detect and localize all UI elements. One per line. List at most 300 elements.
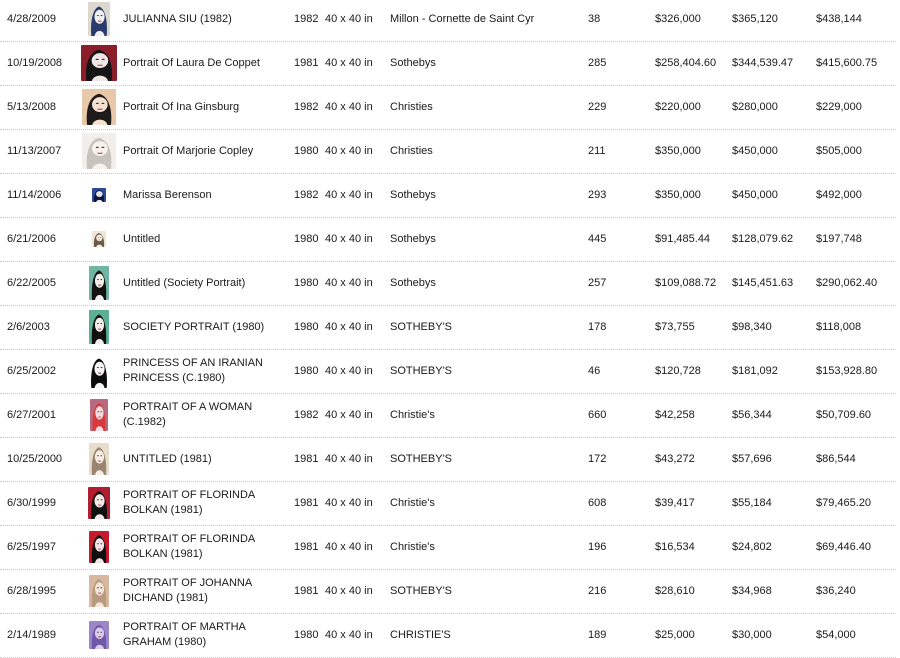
sale-date	[7, 217, 79, 261]
lot-number	[588, 305, 648, 349]
portrait-thumbnail-icon[interactable]	[90, 399, 108, 431]
sale-price	[816, 217, 896, 261]
portrait-thumbnail-icon[interactable]	[92, 231, 106, 247]
artwork-size	[325, 305, 387, 349]
low-estimate	[655, 85, 729, 129]
portrait-thumbnail-icon[interactable]	[88, 487, 110, 519]
high-estimate	[732, 85, 812, 129]
low-estimate-text: $39,417	[655, 496, 695, 511]
artwork-size	[325, 349, 387, 393]
sale-date-text: 6/25/2002	[7, 364, 56, 379]
artwork-title-text: PORTRAIT OF FLORINDA BOLKAN (1981)	[123, 488, 289, 518]
auction-house-text: Christies	[390, 144, 433, 159]
artwork-year-text: 1980	[294, 320, 318, 335]
artwork-year	[294, 217, 324, 261]
auction-house-text: Christie's	[390, 408, 435, 423]
low-estimate	[655, 613, 729, 657]
artwork-title	[123, 0, 289, 41]
sale-date-text: 2/6/2003	[7, 320, 50, 335]
sale-date-text: 4/28/2009	[7, 12, 56, 27]
table-row[interactable]	[0, 85, 896, 130]
sale-price-text: $69,446.40	[816, 540, 871, 555]
lot-number-text: 660	[588, 408, 606, 423]
high-estimate	[732, 525, 812, 569]
sale-date-text: 6/30/1999	[7, 496, 56, 511]
auction-house-text: CHRISTIE'S	[390, 628, 451, 643]
artwork-title	[123, 613, 289, 657]
lot-number-text: 229	[588, 100, 606, 115]
artwork-thumbnail-cell[interactable]	[80, 393, 118, 437]
artwork-size	[325, 569, 387, 613]
sale-date-text: 11/14/2006	[7, 188, 61, 203]
high-estimate	[732, 173, 812, 217]
lot-number	[588, 261, 648, 305]
portrait-thumbnail-icon[interactable]	[89, 266, 109, 300]
sale-price-text: $54,000	[816, 628, 856, 643]
artwork-title	[123, 569, 289, 613]
artwork-year-text: 1980	[294, 276, 318, 291]
sale-date	[7, 173, 79, 217]
lot-number	[588, 481, 648, 525]
artwork-size	[325, 173, 387, 217]
lot-number-text: 172	[588, 452, 606, 467]
portrait-thumbnail-icon[interactable]	[89, 310, 109, 344]
sale-price-text: $197,748	[816, 232, 862, 247]
sale-date	[7, 569, 79, 613]
table-row[interactable]	[0, 437, 896, 482]
high-estimate-text: $450,000	[732, 188, 778, 203]
low-estimate	[655, 173, 729, 217]
artwork-title-text: Portrait Of Laura De Coppet	[123, 56, 260, 71]
low-estimate	[655, 129, 729, 173]
portrait-thumbnail-icon[interactable]	[92, 188, 106, 202]
sale-price-text: $36,240	[816, 584, 856, 599]
high-estimate	[732, 305, 812, 349]
portrait-thumbnail-icon[interactable]	[89, 575, 109, 607]
artwork-thumbnail-cell[interactable]	[80, 525, 118, 569]
artwork-title-text: JULIANNA SIU (1982)	[123, 12, 232, 27]
high-estimate-text: $344,539.47	[732, 56, 793, 71]
artwork-year	[294, 613, 324, 657]
artwork-size-text: 40 x 40 in	[325, 232, 373, 247]
sale-date-text: 6/21/2006	[7, 232, 56, 247]
artwork-size-text: 40 x 40 in	[325, 12, 373, 27]
low-estimate	[655, 569, 729, 613]
artwork-size	[325, 393, 387, 437]
lot-number	[588, 129, 648, 173]
sale-date	[7, 437, 79, 481]
high-estimate-text: $280,000	[732, 100, 778, 115]
sale-price-text: $229,000	[816, 100, 862, 115]
artwork-size-text: 40 x 40 in	[325, 56, 373, 71]
artwork-year-text: 1981	[294, 452, 318, 467]
artwork-year-text: 1982	[294, 12, 318, 27]
artwork-year-text: 1982	[294, 100, 318, 115]
artwork-year-text: 1980	[294, 628, 318, 643]
low-estimate	[655, 525, 729, 569]
sale-price	[816, 173, 896, 217]
auction-house	[390, 481, 586, 525]
sale-price	[816, 569, 896, 613]
artwork-thumbnail-cell[interactable]	[80, 305, 118, 349]
auction-house	[390, 173, 586, 217]
artwork-size	[325, 217, 387, 261]
auction-house	[390, 305, 586, 349]
artwork-title	[123, 129, 289, 173]
sale-date-text: 10/19/2008	[7, 56, 62, 71]
artwork-year	[294, 305, 324, 349]
auction-house	[390, 217, 586, 261]
portrait-thumbnail-icon[interactable]	[81, 45, 117, 81]
auction-house-text: Christies	[390, 100, 433, 115]
low-estimate-text: $42,258	[655, 408, 695, 423]
high-estimate-text: $450,000	[732, 144, 778, 159]
sale-date-text: 10/25/2000	[7, 452, 62, 467]
lot-number-text: 196	[588, 540, 606, 555]
portrait-thumbnail-icon[interactable]	[89, 621, 109, 649]
table-row[interactable]	[0, 613, 896, 658]
portrait-thumbnail-icon[interactable]	[89, 531, 109, 563]
artwork-thumbnail-cell[interactable]	[80, 41, 118, 85]
auction-house	[390, 349, 586, 393]
artwork-title-text: Untitled (Society Portrait)	[123, 276, 245, 291]
auction-house-text: SOTHEBY'S	[390, 452, 452, 467]
sale-price	[816, 41, 896, 85]
auction-house-text: Christie's	[390, 496, 435, 511]
high-estimate-text: $34,968	[732, 584, 772, 599]
sale-price	[816, 349, 896, 393]
artwork-thumbnail-cell[interactable]	[80, 129, 118, 173]
sale-date	[7, 0, 79, 41]
auction-house-text: Sothebys	[390, 56, 436, 71]
sale-price-text: $86,544	[816, 452, 856, 467]
artwork-title-text: Portrait Of Marjorie Copley	[123, 144, 253, 159]
artwork-year-text: 1980	[294, 364, 318, 379]
sale-price	[816, 481, 896, 525]
table-row[interactable]	[0, 129, 896, 174]
artwork-year-text: 1980	[294, 232, 318, 247]
lot-number-text: 38	[588, 12, 600, 27]
high-estimate-text: $128,079.62	[732, 232, 793, 247]
artwork-year	[294, 0, 324, 41]
artwork-thumbnail-cell[interactable]	[80, 261, 118, 305]
low-estimate-text: $326,000	[655, 12, 701, 27]
artwork-size-text: 40 x 40 in	[325, 452, 373, 467]
artwork-thumbnail-cell[interactable]	[80, 481, 118, 525]
auction-house-text: Sothebys	[390, 232, 436, 247]
high-estimate	[732, 613, 812, 657]
artwork-year	[294, 41, 324, 85]
lot-number-text: 46	[588, 364, 600, 379]
low-estimate-text: $25,000	[655, 628, 695, 643]
sale-date	[7, 525, 79, 569]
portrait-thumbnail-icon[interactable]	[82, 133, 116, 169]
artwork-year-text: 1982	[294, 188, 318, 203]
artwork-thumbnail-cell[interactable]	[80, 569, 118, 613]
sale-price-text: $505,000	[816, 144, 862, 159]
artwork-size-text: 40 x 40 in	[325, 584, 373, 599]
artwork-title	[123, 261, 289, 305]
auction-house	[390, 41, 586, 85]
artwork-title	[123, 349, 289, 393]
table-row[interactable]	[0, 393, 896, 438]
high-estimate	[732, 481, 812, 525]
artwork-title	[123, 41, 289, 85]
table-row[interactable]	[0, 569, 896, 614]
low-estimate-text: $91,485.44	[655, 232, 710, 247]
artwork-size-text: 40 x 40 in	[325, 188, 373, 203]
sale-price-text: $50,709.60	[816, 408, 871, 423]
high-estimate-text: $145,451.63	[732, 276, 793, 291]
low-estimate-text: $350,000	[655, 188, 701, 203]
low-estimate	[655, 0, 729, 41]
portrait-thumbnail-icon[interactable]	[82, 89, 116, 125]
artwork-size-text: 40 x 40 in	[325, 628, 373, 643]
high-estimate-text: $57,696	[732, 452, 772, 467]
sale-price	[816, 85, 896, 129]
lot-number	[588, 173, 648, 217]
artwork-size-text: 40 x 40 in	[325, 144, 373, 159]
artwork-thumbnail-cell[interactable]	[80, 217, 118, 261]
auction-house	[390, 0, 586, 41]
artwork-size	[325, 129, 387, 173]
sale-date	[7, 349, 79, 393]
artwork-title-text: PORTRAIT OF A WOMAN (C.1982)	[123, 400, 289, 430]
low-estimate	[655, 393, 729, 437]
artwork-title-text: Untitled	[123, 232, 160, 247]
high-estimate	[732, 41, 812, 85]
artwork-size-text: 40 x 40 in	[325, 276, 373, 291]
artwork-size	[325, 41, 387, 85]
low-estimate-text: $120,728	[655, 364, 701, 379]
artwork-size	[325, 613, 387, 657]
auction-house-text: Millon - Cornette de Saint Cyr	[390, 12, 534, 27]
sale-price	[816, 305, 896, 349]
sale-date-text: 6/27/2001	[7, 408, 56, 423]
high-estimate	[732, 0, 812, 41]
sale-date	[7, 613, 79, 657]
artwork-size	[325, 85, 387, 129]
auction-house	[390, 569, 586, 613]
low-estimate	[655, 217, 729, 261]
artwork-year	[294, 481, 324, 525]
sale-date	[7, 41, 79, 85]
artwork-title	[123, 305, 289, 349]
table-row[interactable]	[0, 261, 896, 306]
artwork-year	[294, 85, 324, 129]
artwork-thumbnail-cell[interactable]	[80, 173, 118, 217]
artwork-size-text: 40 x 40 in	[325, 408, 373, 423]
artwork-size-text: 40 x 40 in	[325, 496, 373, 511]
artwork-year	[294, 173, 324, 217]
high-estimate-text: $56,344	[732, 408, 772, 423]
low-estimate-text: $28,610	[655, 584, 695, 599]
sale-date	[7, 305, 79, 349]
auction-house	[390, 129, 586, 173]
auction-house-text: SOTHEBY'S	[390, 364, 452, 379]
auction-house-text: Christie's	[390, 540, 435, 555]
artwork-size	[325, 261, 387, 305]
high-estimate-text: $55,184	[732, 496, 772, 511]
high-estimate	[732, 217, 812, 261]
auction-house	[390, 85, 586, 129]
lot-number-text: 211	[588, 144, 606, 159]
artwork-thumbnail-cell[interactable]	[80, 0, 118, 41]
artwork-title-text: PORTRAIT OF JOHANNA DICHAND (1981)	[123, 576, 289, 606]
low-estimate	[655, 349, 729, 393]
portrait-thumbnail-icon[interactable]	[88, 2, 110, 36]
low-estimate	[655, 481, 729, 525]
sale-price	[816, 129, 896, 173]
lot-number-text: 189	[588, 628, 606, 643]
auction-house-text: Sothebys	[390, 188, 436, 203]
artwork-year	[294, 437, 324, 481]
sale-date-text: 11/13/2007	[7, 144, 61, 159]
artwork-year-text: 1981	[294, 584, 318, 599]
artwork-thumbnail-cell[interactable]	[80, 437, 118, 481]
high-estimate	[732, 261, 812, 305]
sale-price	[816, 525, 896, 569]
high-estimate	[732, 437, 812, 481]
artwork-size	[325, 525, 387, 569]
portrait-thumbnail-icon[interactable]	[88, 354, 110, 388]
sale-date	[7, 129, 79, 173]
artwork-title-text: SOCIETY PORTRAIT (1980)	[123, 320, 264, 335]
artwork-size	[325, 437, 387, 481]
artwork-year	[294, 261, 324, 305]
artwork-title-text: Marissa Berenson	[123, 188, 212, 203]
lot-number	[588, 349, 648, 393]
table-row[interactable]	[0, 525, 896, 570]
lot-number-text: 445	[588, 232, 606, 247]
artwork-year	[294, 525, 324, 569]
low-estimate-text: $73,755	[655, 320, 695, 335]
table-row[interactable]	[0, 481, 896, 526]
artwork-title	[123, 437, 289, 481]
table-row[interactable]	[0, 41, 896, 86]
artwork-size	[325, 0, 387, 41]
artwork-title	[123, 85, 289, 129]
artwork-thumbnail-cell[interactable]	[80, 613, 118, 657]
sale-date-text: 6/28/1995	[7, 584, 56, 599]
high-estimate-text: $365,120	[732, 12, 778, 27]
artwork-size-text: 40 x 40 in	[325, 540, 373, 555]
lot-number-text: 608	[588, 496, 606, 511]
artwork-thumbnail-cell[interactable]	[80, 349, 118, 393]
artwork-year	[294, 129, 324, 173]
table-row[interactable]	[0, 217, 896, 262]
lot-number-text: 257	[588, 276, 606, 291]
low-estimate-text: $350,000	[655, 144, 701, 159]
high-estimate	[732, 349, 812, 393]
sale-date-text: 6/22/2005	[7, 276, 56, 291]
high-estimate	[732, 129, 812, 173]
auction-house-text: SOTHEBY'S	[390, 584, 452, 599]
table-row[interactable]	[0, 173, 896, 218]
sale-price-text: $79,465.20	[816, 496, 871, 511]
high-estimate	[732, 393, 812, 437]
auction-house-text: SOTHEBY'S	[390, 320, 452, 335]
lot-number	[588, 41, 648, 85]
low-estimate-text: $43,272	[655, 452, 695, 467]
lot-number-text: 216	[588, 584, 606, 599]
lot-number	[588, 437, 648, 481]
low-estimate	[655, 41, 729, 85]
lot-number-text: 293	[588, 188, 606, 203]
sale-price-text: $153,928.80	[816, 364, 877, 379]
lot-number-text: 285	[588, 56, 606, 71]
sale-date	[7, 261, 79, 305]
low-estimate	[655, 261, 729, 305]
artwork-title	[123, 217, 289, 261]
artwork-title-text: Portrait Of Ina Ginsburg	[123, 100, 239, 115]
sale-date-text: 5/13/2008	[7, 100, 56, 115]
sale-price-text: $492,000	[816, 188, 862, 203]
artwork-year	[294, 393, 324, 437]
table-row[interactable]	[0, 349, 896, 394]
artwork-size	[325, 481, 387, 525]
artwork-size-text: 40 x 40 in	[325, 320, 373, 335]
artwork-year-text: 1981	[294, 540, 318, 555]
lot-number	[588, 569, 648, 613]
artwork-title	[123, 525, 289, 569]
auction-house	[390, 525, 586, 569]
artwork-title	[123, 173, 289, 217]
high-estimate-text: $98,340	[732, 320, 772, 335]
lot-number	[588, 393, 648, 437]
sale-price	[816, 261, 896, 305]
sale-date	[7, 481, 79, 525]
high-estimate-text: $181,092	[732, 364, 778, 379]
artwork-size-text: 40 x 40 in	[325, 100, 373, 115]
lot-number	[588, 85, 648, 129]
artwork-title-text: PORTRAIT OF MARTHA GRAHAM (1980)	[123, 620, 289, 650]
lot-number	[588, 525, 648, 569]
lot-number	[588, 613, 648, 657]
lot-number	[588, 0, 648, 41]
lot-number	[588, 217, 648, 261]
artwork-year-text: 1981	[294, 56, 318, 71]
low-estimate	[655, 305, 729, 349]
sale-price	[816, 393, 896, 437]
sale-price-text: $290,062.40	[816, 276, 877, 291]
artwork-title	[123, 481, 289, 525]
sale-date-text: 6/25/1997	[7, 540, 56, 555]
low-estimate-text: $109,088.72	[655, 276, 716, 291]
artwork-title-text: UNTITLED (1981)	[123, 452, 212, 467]
artwork-title-text: PRINCESS OF AN IRANIAN PRINCESS (C.1980)	[123, 356, 289, 386]
portrait-thumbnail-icon[interactable]	[89, 443, 109, 475]
auction-house	[390, 393, 586, 437]
sale-price-text: $438,144	[816, 12, 862, 27]
auction-house	[390, 613, 586, 657]
sale-price	[816, 437, 896, 481]
artwork-year-text: 1980	[294, 144, 318, 159]
sale-date	[7, 85, 79, 129]
table-row[interactable]	[0, 305, 896, 350]
high-estimate-text: $30,000	[732, 628, 772, 643]
sale-date-text: 2/14/1989	[7, 628, 56, 643]
auction-house-text: Sothebys	[390, 276, 436, 291]
table-row[interactable]	[0, 0, 896, 42]
lot-number-text: 178	[588, 320, 606, 335]
auction-house	[390, 437, 586, 481]
high-estimate	[732, 569, 812, 613]
artwork-year	[294, 569, 324, 613]
sale-price	[816, 613, 896, 657]
artwork-thumbnail-cell[interactable]	[80, 85, 118, 129]
sale-date	[7, 393, 79, 437]
